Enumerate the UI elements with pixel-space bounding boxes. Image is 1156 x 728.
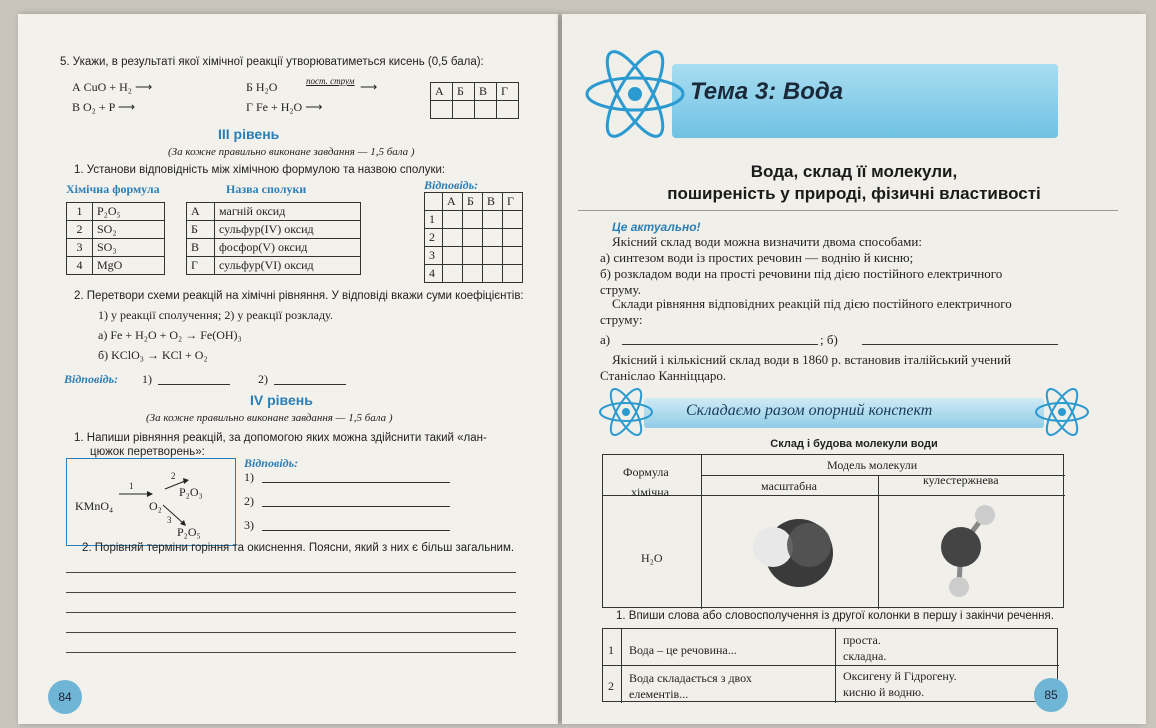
task5-option-b: Б H₂O: [246, 80, 278, 94]
formula-value: P₂O₅: [93, 203, 165, 221]
grid-cell[interactable]: [483, 247, 503, 265]
right-page: [562, 14, 1146, 724]
task2-title: 2. Перетвори схеми реакцій на хімічні рівняння. У відповіді вкажи суми коефіцієнтів:: [74, 290, 524, 302]
grid-cell[interactable]: [443, 229, 463, 247]
task2-b: б) KClO₃ → KCl + O₂: [98, 348, 208, 362]
formula-number: 4: [67, 257, 93, 275]
chain-step-1: 1: [129, 481, 134, 491]
row-option-1: Оксигену й Гідрогену.: [843, 669, 957, 683]
lesson-heading-2: поширеність у природі, фізичні властивості: [667, 184, 1041, 203]
paragraph-4: Склади рівняння відповідних реакцій під дією постійного електричного: [612, 296, 1012, 311]
answer-a-label: а): [600, 332, 611, 347]
answer-cell[interactable]: [431, 101, 453, 119]
task5-arrow: ⟶: [360, 80, 378, 94]
name-letter: В: [187, 239, 215, 257]
ball-and-stick-model-icon: [909, 499, 1019, 603]
name-value: магній оксид: [215, 203, 361, 221]
level3-note: (За кожне правильно виконане завдання — 1,5 бала ): [168, 146, 415, 158]
table-col-formula-2: хімічна: [631, 485, 670, 499]
name-letter: А: [187, 203, 215, 221]
grid-col: В: [483, 193, 503, 211]
table-col-scale: масштабна: [761, 479, 817, 493]
row-statement: Вода складається з двох: [629, 671, 752, 685]
grid-cell[interactable]: [503, 229, 523, 247]
grid-cell[interactable]: [443, 247, 463, 265]
grid-cell[interactable]: [443, 211, 463, 229]
task2-answer-label: Відповідь:: [64, 372, 119, 386]
paragraph-5b: Станіслао Канніццаро.: [600, 368, 727, 383]
task2-line-2[interactable]: [274, 384, 346, 385]
table-col-formula: Формула: [623, 465, 669, 479]
atom-small-left-icon: [596, 382, 656, 442]
task5-condition: пост. струм: [306, 76, 355, 86]
chain-p2o3: P₂O₃: [179, 485, 203, 499]
formula-column-header: Хімічна формула: [66, 182, 160, 196]
task5-option-a: А CuO + H₂ ⟶: [72, 80, 153, 94]
answer-a-line[interactable]: [622, 344, 818, 345]
name-value: сульфур(VI) оксид: [215, 257, 361, 275]
answer-cell[interactable]: [453, 101, 475, 119]
left-page: [18, 14, 558, 724]
task5-answer-table: [430, 82, 519, 119]
level4-note: (За кожне правильно виконане завдання — 1,5 бала ): [146, 412, 393, 424]
answer-cell[interactable]: [475, 101, 497, 119]
task41-line-3[interactable]: [262, 530, 450, 531]
task41-title: 1. Напиши рівняння реакцій, за допомогою яких можна здійснити такий «лан-: [74, 432, 487, 444]
row-number: 2: [608, 679, 614, 693]
answer-line[interactable]: [66, 572, 516, 573]
answer-line[interactable]: [66, 652, 516, 653]
grid-col: Б: [463, 193, 483, 211]
grid-cell[interactable]: [463, 229, 483, 247]
grid-cell[interactable]: [483, 229, 503, 247]
row-option-1: проста.: [843, 633, 881, 647]
chain-box: [66, 458, 236, 546]
grid-cell[interactable]: [503, 265, 523, 283]
formula-number: 1: [67, 203, 93, 221]
task41-answer-1: 1): [244, 470, 254, 484]
grid-row: 1: [425, 211, 443, 229]
topic-title: Тема 3: Вода: [690, 78, 844, 105]
chain-step-2: 2: [171, 471, 176, 481]
grid-col: А: [443, 193, 463, 211]
task5-option-g: Г Fe + H₂O ⟶: [246, 100, 323, 114]
row-option-2: складна.: [843, 649, 887, 663]
paragraph-1: Якісний склад води можна визначити двома способами:: [612, 234, 922, 249]
answer-header: А: [431, 83, 453, 101]
divider: [578, 210, 1118, 211]
task1-answer-grid: [424, 192, 523, 283]
atom-icon: [580, 46, 690, 142]
formula-value: SO₃: [93, 239, 165, 257]
answer-header: В: [475, 83, 497, 101]
formula-number: 3: [67, 239, 93, 257]
row-option-2: кисню й водню.: [843, 685, 925, 699]
page-number-left: 84: [48, 680, 82, 714]
task2-answer-1: 1): [142, 372, 152, 386]
lesson-heading-1: Вода, склад її молекули,: [750, 162, 958, 181]
grid-col: Г: [503, 193, 523, 211]
task5-title: 5. Укажи, в результаті якої хімічної реакції утворюватиметься кисень (0,5 бала):: [60, 56, 484, 68]
grid-cell[interactable]: [463, 211, 483, 229]
formula-value: MgO: [93, 257, 165, 275]
chain-o2: O₂: [149, 499, 162, 513]
grid-row: 4: [425, 265, 443, 283]
task41-answer-label: Відповідь:: [244, 456, 299, 470]
task1-right-title: 1. Впиши слова або словосполучення із другої колонки в першу і закінчи речення.: [616, 610, 1054, 622]
answer-cell[interactable]: [497, 101, 519, 119]
molecule-table: [602, 454, 1064, 608]
grid-cell[interactable]: [463, 265, 483, 283]
paragraph-3: б) розкладом води на прості речовини під дією постійного електричного: [600, 266, 1003, 281]
grid-cell[interactable]: [483, 265, 503, 283]
grid-row: 2: [425, 229, 443, 247]
table-title: Склад і будова молекули води: [770, 438, 938, 450]
page-number-right: 85: [1034, 678, 1068, 712]
table-col-ball: кулестержнева: [923, 473, 999, 487]
answer-label: Відповідь:: [424, 178, 479, 192]
summary-title: Складаємо разом опорний конспект: [686, 402, 933, 419]
chain-step-3: 3: [167, 515, 172, 525]
task42-title: 2. Порівняй терміни горіння та окиснення. Поясни, який з них є більш загальним.: [82, 542, 515, 554]
task2-line-1[interactable]: [158, 384, 230, 385]
grid-cell[interactable]: [503, 247, 523, 265]
answer-header: Б: [453, 83, 475, 101]
task41-line-1[interactable]: [262, 482, 450, 483]
table-formula-h2o: H₂O: [641, 551, 663, 565]
name-table: [186, 202, 361, 275]
row-statement-2: елементів...: [629, 687, 689, 701]
level4-title: IV рівень: [250, 392, 313, 408]
task2-answer-2: 2): [258, 372, 268, 386]
grid-row: 3: [425, 247, 443, 265]
formula-table: [66, 202, 165, 275]
level3-title: III рівень: [218, 126, 280, 142]
chain-kmno4: KMnO₄: [75, 499, 114, 513]
table-col-model: Модель молекули: [827, 458, 918, 472]
task41-answer-2: 2): [244, 494, 254, 508]
name-value: сульфур(IV) оксид: [215, 221, 361, 239]
paragraph-4b: струму:: [600, 312, 643, 327]
paragraph-2: а) синтезом води із простих речовин — воднію й кисню;: [600, 250, 914, 265]
answer-line[interactable]: [66, 612, 516, 613]
answer-b-line[interactable]: [862, 344, 1058, 345]
task41-line-2[interactable]: [262, 506, 450, 507]
name-letter: Г: [187, 257, 215, 275]
answer-line[interactable]: [66, 592, 516, 593]
task2-a: а) Fe + H₂O + O₂ → Fe(OH)₃: [98, 328, 242, 342]
actual-label: Це актуально!: [612, 220, 701, 234]
task5-option-v: В O₂ + P ⟶: [72, 100, 136, 114]
row-number: 1: [608, 643, 614, 657]
name-column-header: Назва сполуки: [226, 182, 307, 196]
name-value: фосфор(V) оксид: [215, 239, 361, 257]
paragraph-5: Якісний і кількісний склад води в 1860 р. встановив італійський учений: [612, 352, 1011, 367]
name-letter: Б: [187, 221, 215, 239]
answer-line[interactable]: [66, 632, 516, 633]
matching-table: [602, 628, 1058, 702]
task1-title: 1. Установи відповідність між хімічною формулою та назвою сполуки:: [74, 164, 446, 176]
grid-cell[interactable]: [463, 247, 483, 265]
answer-header: Г: [497, 83, 519, 101]
answer-b-label: ; б): [820, 332, 838, 347]
row-statement: Вода – це речовина...: [629, 643, 737, 657]
task2-subtitle: 1) у реакції сполучення; 2) у реакції розкладу.: [98, 308, 333, 322]
formula-value: SO₂: [93, 221, 165, 239]
grid-cell[interactable]: [483, 211, 503, 229]
grid-cell[interactable]: [443, 265, 463, 283]
task41-title-2: цюжок перетворень»:: [90, 446, 205, 458]
formula-number: 2: [67, 221, 93, 239]
task41-answer-3: 3): [244, 518, 254, 532]
atom-small-right-icon: [1032, 382, 1092, 442]
chain-p2o5: P₂O₅: [177, 525, 201, 539]
paragraph-3b: струму.: [600, 282, 641, 297]
grid-cell[interactable]: [503, 211, 523, 229]
space-filling-model-icon: [743, 505, 853, 601]
